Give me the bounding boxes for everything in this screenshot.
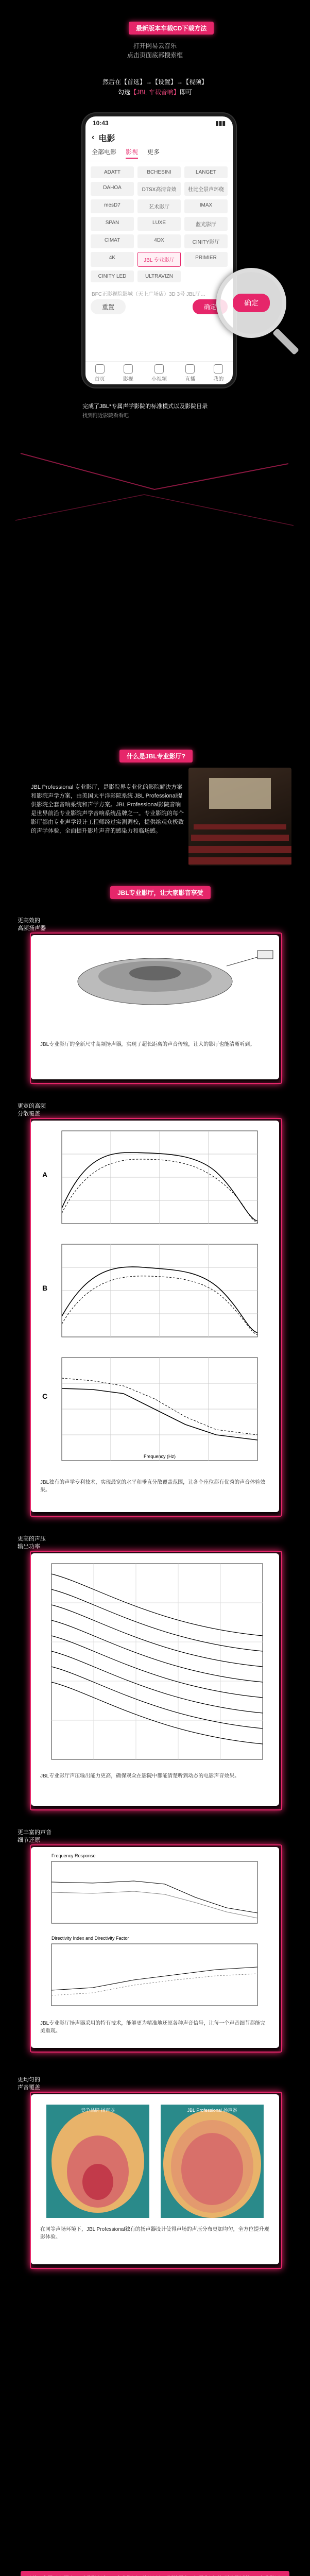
live-icon [185,364,195,374]
item5-label [18,2076,40,2092]
nav-label: 小视频 [151,376,167,382]
nav-short-video[interactable] [151,364,167,382]
chip-hall-type[interactable]: LUXE [137,217,181,231]
phone-header [85,130,233,145]
dispersion-graphs [31,1121,279,1476]
intro-step2-suffix: 即可 [179,89,192,96]
cinema-hall-photo [188,768,291,866]
magnifier-icon [216,268,286,338]
phone-mockup [82,113,236,387]
freq-axis-label: Frequency (Hz) [143,1454,176,1459]
chip-hall-type[interactable]: DTSX高清音效 [137,182,181,196]
chip-hall-type[interactable]: SPAN [91,217,134,231]
item2-title: 更宽的高频 [18,1103,46,1109]
tab-cinema[interactable]: 影视 [126,147,138,159]
nav-label: 影视 [123,376,133,382]
back-icon[interactable]: ‹ [92,133,95,142]
hall-type-grid [85,161,233,287]
item3-label [18,1535,46,1551]
graph4-title: Frequency Response [51,1853,96,1858]
magnified-confirm-button: 确定 [233,294,270,312]
section1-paragraph: JBL Professional 专业影厅，是影院界专业化的影院解决方案和影院声学方案，由美国太平洋影院系统 JBL Professional提供影院全套音响系统和声学方案。JBL Professional影院音响是世界前沿专业影院声学音响系统品牌之一。专业影院的每个影厅都由专业声学设计工程师经过实测调校，提供给观众极致的声学体验，全面提升影片声音的感染力和临场感。 [31,784,184,834]
battery-icon: ▮▮▮ [215,120,226,127]
driver-diagram [31,935,279,1038]
decorative-strokes [0,443,310,536]
chip-hall-type[interactable]: mesD7 [91,199,134,213]
item3-title: 更高的声压 [18,1536,46,1542]
chip-jbl-hall[interactable]: JBL 专业影厅 [137,252,181,267]
heatmap-right-label: JBL Professional 扬声器 [187,2108,237,2113]
intro-badge: 最新版本车载CD下载方法 [129,22,214,35]
phone-status-bar [85,116,233,130]
chip-hall-type[interactable]: 蓝光影厅 [184,217,228,231]
phone-tabs [85,145,233,161]
item5-title: 更均匀的 [18,2077,40,2083]
user-icon [214,364,223,374]
home-icon [95,364,105,374]
chip-hall-type[interactable]: ULTRAVIZN [137,270,181,282]
chip-hall-type[interactable]: ADATT [91,166,134,178]
section1-tag: 什么是JBL专业影厅? [119,750,193,762]
item3-caption: JBL专业影厅声压输出能力更高，确保观众在影院中都能清楚听到动态的电影声音效果。 [40,1773,240,1779]
intro-line1: 打开网易云音乐 [133,42,177,49]
item4-label [18,1829,51,1844]
item2-caption: JBL独有的声学专利技术，实现最宽的水平和垂直分散覆盖范围，让各个座位都有优秀的声音体验效果。 [40,1480,266,1493]
intro-step2 [0,88,310,96]
graph4-sub: Directivity Index and Directivity Factor [51,1936,129,1941]
coverage-heatmaps [31,2094,279,2223]
nav-label: 我的 [213,376,224,382]
item3-subtitle: 输出功率 [18,1544,40,1550]
intro-step2-prefix: 勾选 [118,89,131,96]
nav-label: 直播 [185,376,196,382]
chip-hall-type[interactable]: CINITY LED [91,270,134,282]
confirm-button[interactable]: 确定 [193,299,228,314]
item5-card [31,2094,279,2264]
nav-live[interactable] [185,364,195,382]
phone-note: BFC正影视院影城（天上广场店）3D 3号 JBL厅… [92,292,206,297]
item1-label [18,917,46,933]
chip-hall-type[interactable]: CIMAT [91,234,134,248]
nav-label: 首页 [94,376,105,382]
chip-hall-type[interactable]: PRIMIER [184,252,228,267]
phone-actions [91,299,228,314]
intro-line2: 点击页面底部搜索框 [127,52,183,59]
frequency-response-graphs [31,1847,279,2017]
chip-hall-type[interactable]: LANGET [184,166,228,178]
chip-hall-type[interactable]: 艺术影厅 [137,199,181,213]
phone-bottom-nav [85,361,233,384]
phone-header-title: 电影 [98,134,115,143]
spl-curves-graph [31,1553,279,1770]
reset-button[interactable]: 重置 [91,299,126,314]
play-icon [154,364,164,374]
list-banner [21,2571,289,2576]
item1-card [31,935,279,1079]
item2-label [18,1103,46,1118]
intro-step2-highlight: 【JBL 车载音响】 [130,89,180,96]
graph-label-a: A [42,1171,48,1179]
nav-me[interactable] [213,364,223,382]
item5-subtitle: 声音覆盖 [18,2084,40,2091]
item2-card [31,1121,279,1512]
intro-step1: 然后在【首选】→【设置】→【视频】 [102,78,208,86]
chip-hall-type[interactable]: CINITY影厅 [184,234,228,248]
item4-subtitle: 细节还原 [18,1837,40,1843]
nav-video[interactable] [123,364,133,382]
item1-caption: JBL专业影厅的全新尺寸高频扬声器，实现了超长距离的声音传输，让大的影厅也能清晰听到。 [40,1042,255,1047]
cinema-seats-image [188,768,291,866]
graph-label-c: C [42,1392,48,1400]
nav-home[interactable] [95,364,105,382]
item5-caption: 在同等声场环境下，JBL Professional独有的扬声器设计使得声场的声压分布更加均匀，全方位提升观影体验。 [40,2227,269,2240]
tab-all-movies[interactable]: 全部电影 [92,148,117,156]
section2-tag: JBL专业影厅，让大家影音享受 [110,886,211,899]
notice-title: 完成了JBL*专属声学影院的标准模式以及影院目录 [82,403,208,410]
phone-time: 10:43 [93,120,109,127]
chip-hall-type[interactable]: 4K [91,252,134,267]
magnifier-handle [272,328,299,355]
item4-card [31,1847,279,2048]
item1-subtitle: 高频扬声器 [18,925,46,931]
item3-card [31,1553,279,1806]
notice-sub: 找到附近影院看看吧 [82,413,129,419]
graph-label-b: B [42,1284,48,1292]
item4-title: 更丰富的声音 [18,1829,51,1836]
chip-hall-type[interactable]: 杜比全景声环绕 [184,182,228,196]
chip-hall-type[interactable]: BCHESINI [137,166,181,178]
heatmap-left-label: 竞争品牌 扬声器 [81,2108,115,2113]
item4-caption: JBL专业影厅扬声器采用的特有技术，能够更为精准地还原各种声音信号，让每一个声音细节都能完美重现。 [40,2021,266,2034]
chip-hall-type[interactable]: DAHOA [91,182,134,196]
video-icon [124,364,133,374]
chip-hall-type[interactable]: 4DX [137,234,181,248]
item1-title: 更高效的 [18,918,40,924]
tab-more[interactable]: 更多 [147,148,160,156]
item2-subtitle: 分散覆盖 [18,1111,40,1117]
chip-hall-type[interactable]: IMAX [184,199,228,213]
